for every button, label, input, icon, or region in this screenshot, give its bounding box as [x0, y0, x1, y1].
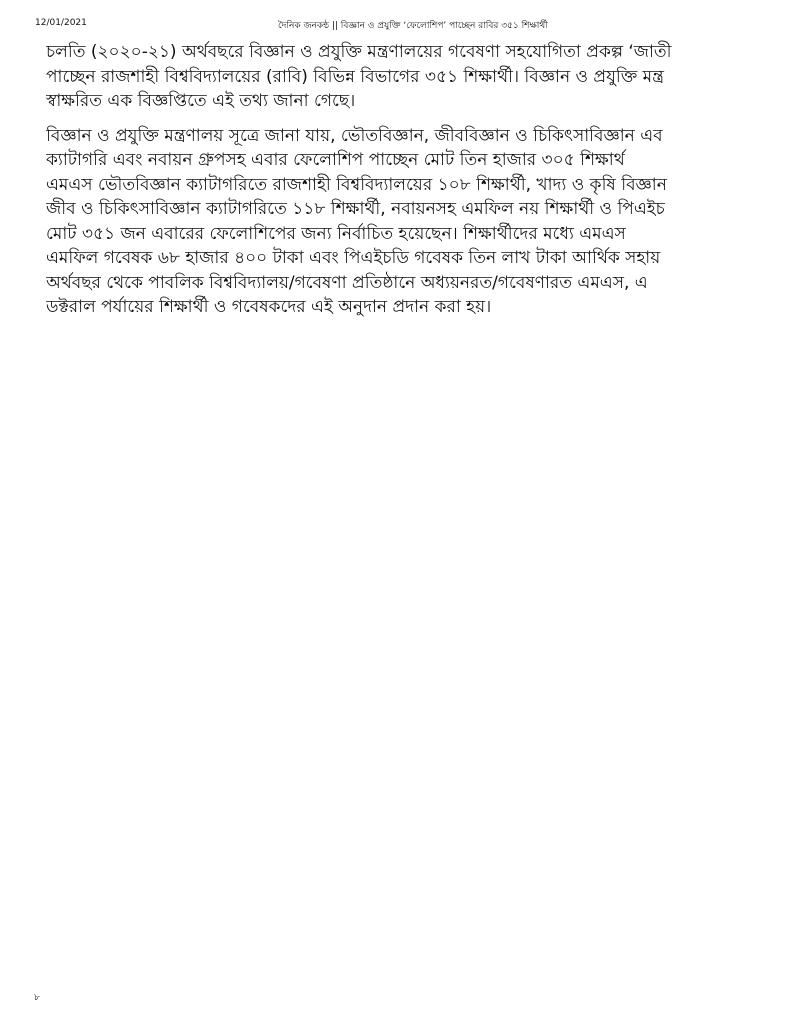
article-body	[46, 40, 791, 320]
text-line: স্বাক্ষরিত এক বিজ্ঞপ্তিতে এই তথ্য জানা গেছে।	[46, 91, 356, 111]
text-line: ক্যাটাগরি এবং নবায়ন গ্রুপসহ এবার ফেলোশিপ পাচ্ছেন মোট তিন হাজার ৩০৫ শিক্ষার্থ	[46, 150, 625, 170]
text-line: মোট ৩৫১ জন এবারের ফেলোশিপের জন্য নির্বাচিত হয়েছেন। শিক্ষার্থীদের মধ্যে এমএস	[46, 223, 626, 244]
text-line: এমফিল গবেষক ৬৮ হাজার ৪০০ টাকা এবং পিএইচডি গবেষক তিন লাখ টাকা আর্থিক সহায়	[46, 248, 661, 268]
text-line: চলতি (২০২০-২১) অর্থবছরে বিজ্ঞান ও প্রযুক্তি মন্ত্রণালয়ের গবেষণা সহযোগিতা প্রকল্প ‘জাতী	[46, 42, 672, 62]
article-paragraph	[46, 40, 791, 114]
print-header	[0, 18, 791, 34]
print-date: 12/01/2021	[35, 18, 87, 28]
text-line: অর্থবছর থেকে পাবলিক বিশ্ববিদ্যালয়/গবেষণা প্রতিষ্ঠানে অধ্যয়নরত/গবেষণারত এমএস, এ	[46, 272, 648, 293]
page-number: ৮	[34, 993, 40, 1003]
print-page-title: দৈনিক জনকন্ঠ || বিজ্ঞান ও প্রযুক্তি ‘ফেলোশিপ’ পাচ্ছেন রাবির ৩৫১ শিক্ষার্থী	[278, 21, 548, 31]
text-line: পাচ্ছেন রাজশাহী বিশ্ববিদ্যালয়ের (রাবি) বিভিন্ন বিভাগের ৩৫১ শিক্ষার্থী। বিজ্ঞান ও প্রযুক্তি মন্ত্র	[46, 66, 664, 87]
text-line: জীব ও চিকিৎসাবিজ্ঞান ক্যাটাগরিতে ১১৮ শিক্ষার্থী, নবায়নসহ এমফিল নয় শিক্ষার্থী ও পিএইচ	[46, 199, 665, 219]
article-paragraph	[46, 124, 791, 320]
text-line: বিজ্ঞান ও প্রযুক্তি মন্ত্রণালয় সূত্রে জানা যায়, ভৌতবিজ্ঞান, জীববিজ্ঞান ও চিকিৎসাবিজ্ঞান এব	[46, 125, 663, 146]
text-line: এমএস ভৌতবিজ্ঞান ক্যাটাগরিতে রাজশাহী বিশ্ববিদ্যালয়ের ১০৮ শিক্ষার্থী, খাদ্য ও কৃষি বিজ্ঞান	[46, 174, 667, 195]
text-line: ডক্টরাল পর্যায়ের শিক্ষার্থী ও গবেষকদের এই অনুদান প্রদান করা হয়।	[46, 297, 492, 317]
